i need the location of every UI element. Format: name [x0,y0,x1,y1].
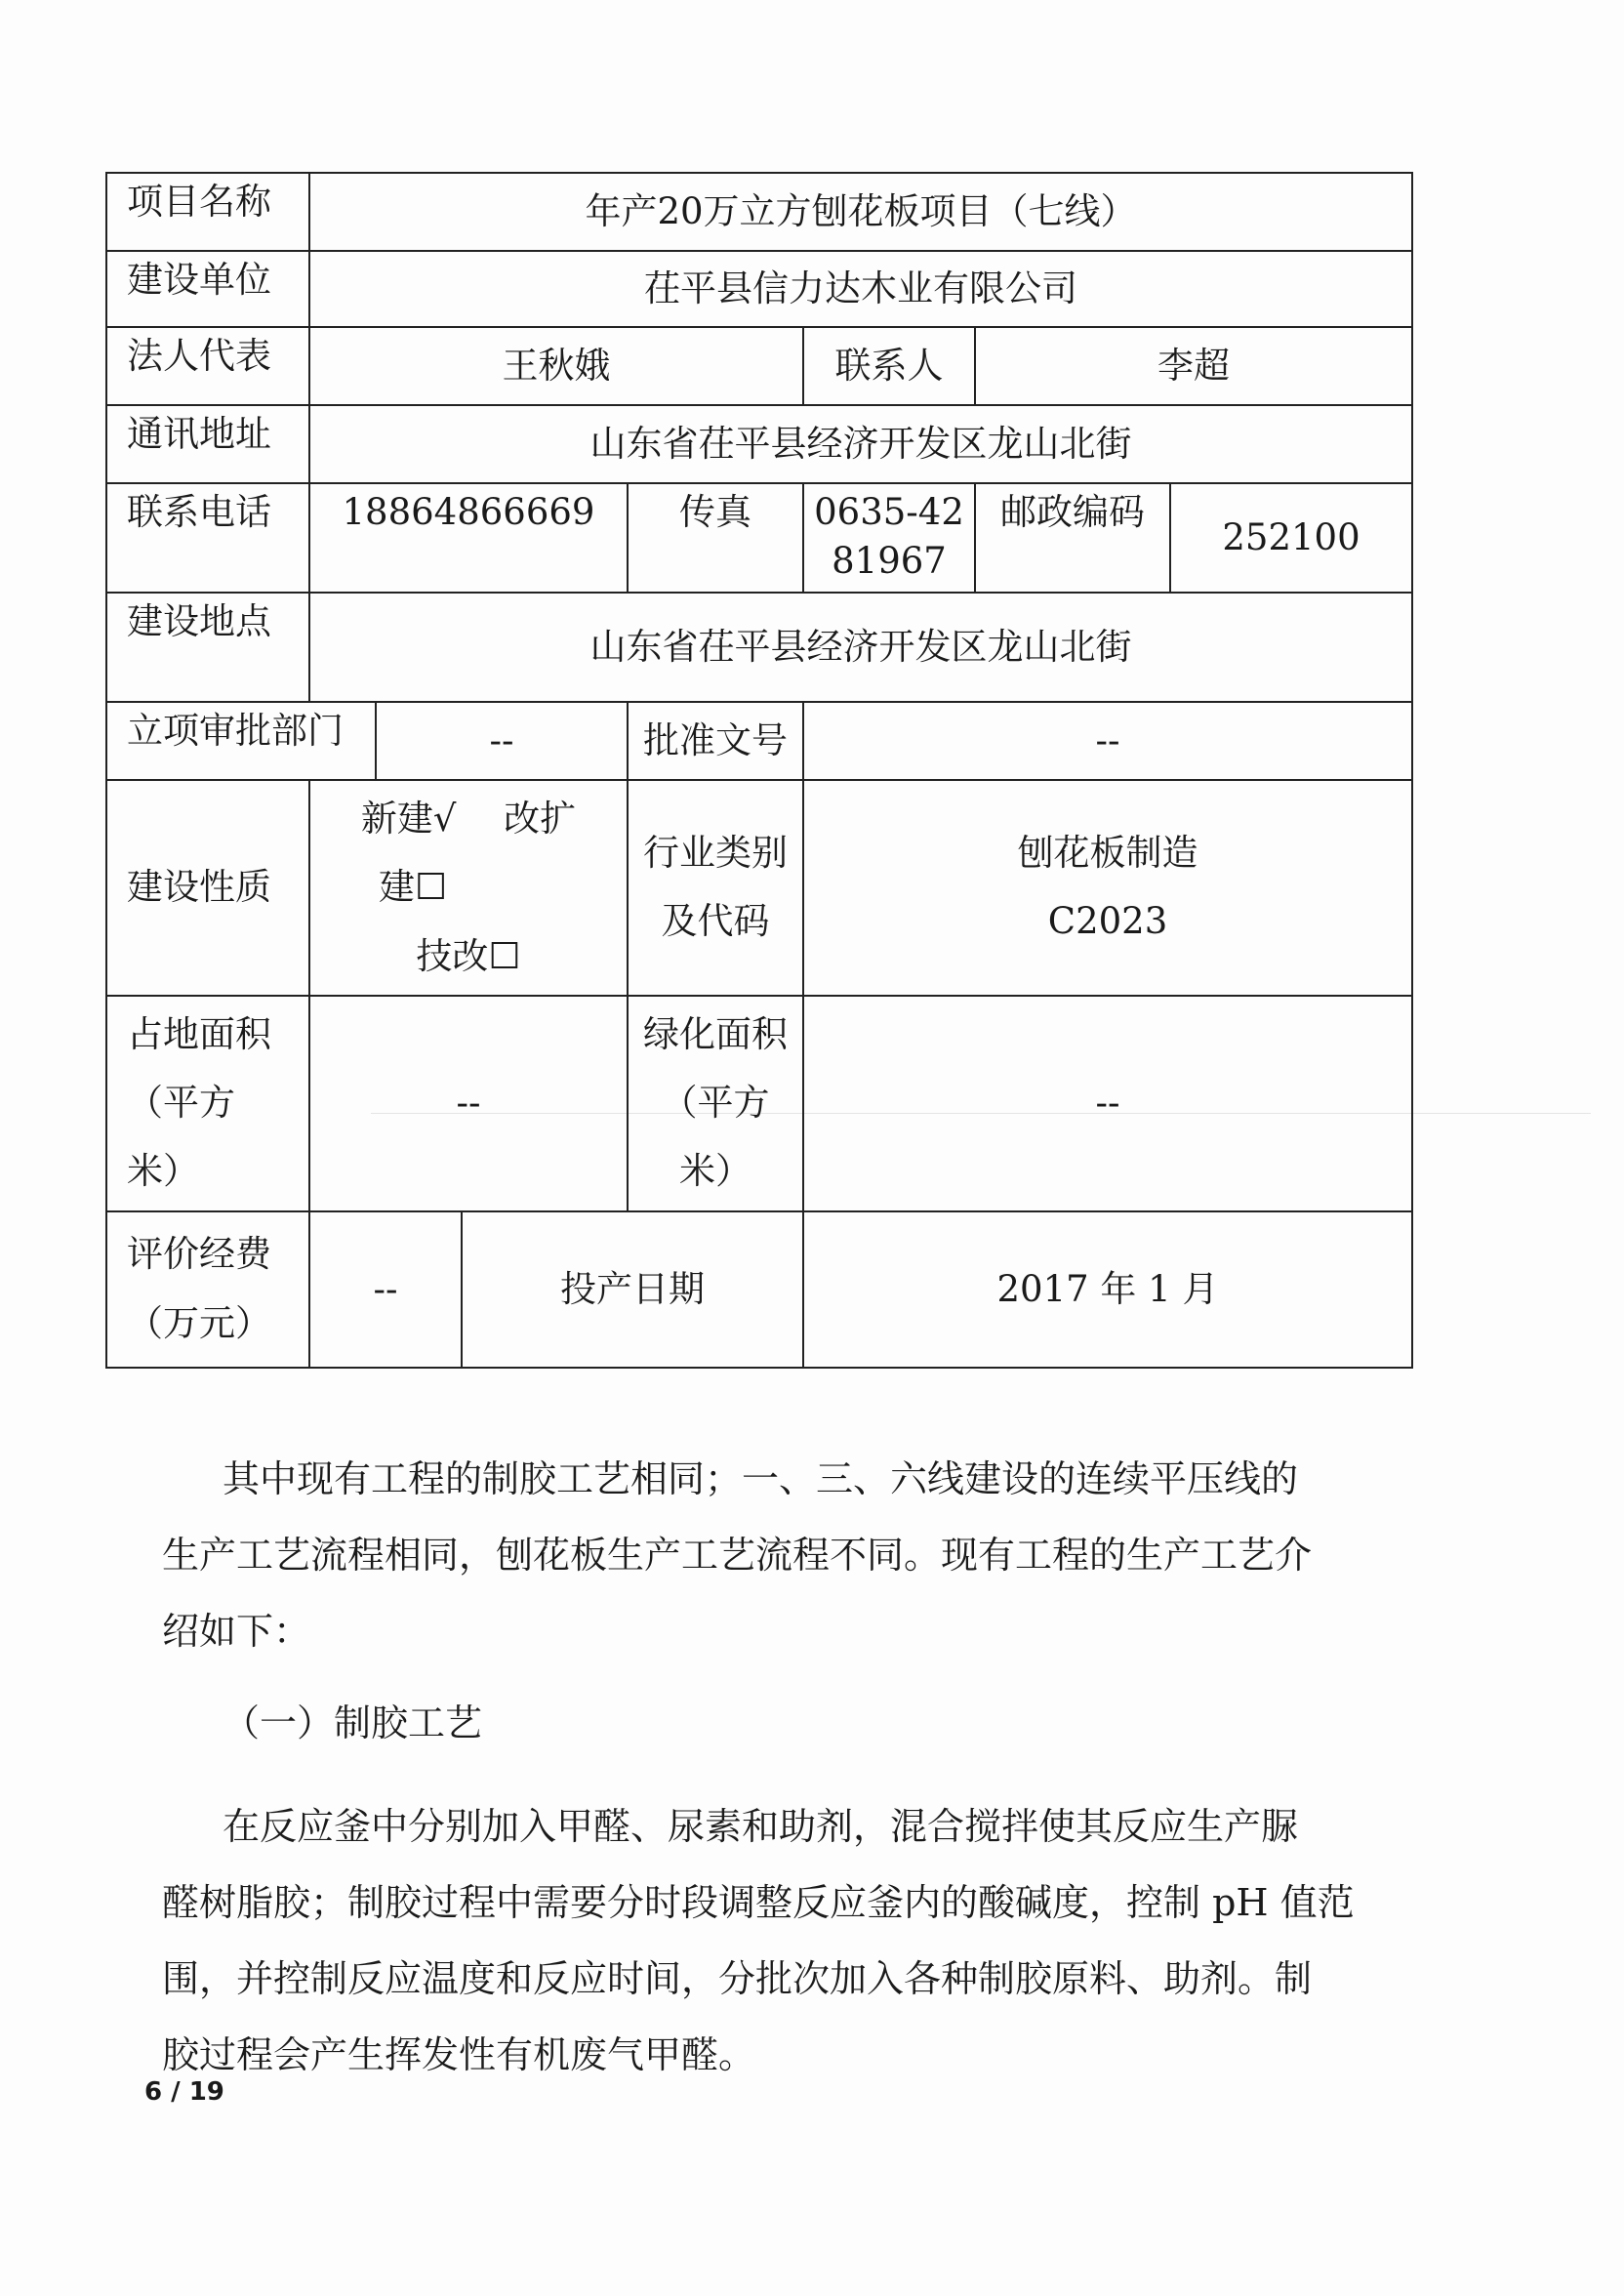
area-value: -- [309,996,628,1211]
section-heading [162,1685,1343,1761]
fax-label: 传真 [628,483,803,593]
phone-value: 18864866669 [309,483,628,593]
p2-line-4: 胶过程会产生挥发性有机废气甲醛。 [162,2033,756,2076]
approval-no-value: -- [803,702,1412,780]
area-label [106,996,309,1211]
address-label: 通讯地址 [106,405,309,483]
green-value: -- [803,996,1412,1211]
row-phone [106,483,1412,593]
p2-line-1: 在反应釜中分别加入甲醛、尿素和助剂，混合搅拌使其反应生产脲 [223,1805,1299,1848]
industry-line-1: 刨花板制造 [1017,832,1198,875]
area-label-line-3: 米） [127,1150,199,1193]
industry-line-2: C2023 [1047,900,1168,943]
postcode-value: 252100 [1170,483,1412,593]
fee-label [106,1211,309,1368]
heading-zhijiao: （一）制胶工艺 [223,1702,483,1744]
site-value: 山东省茌平县经济开发区龙山北街 [309,593,1412,702]
approval-no-label: 批准文号 [628,702,803,780]
area-label-line-2: （平方 [127,1082,235,1125]
industry-label-line-2: 及代码 [661,900,770,943]
green-label-line-1: 绿化面积 [643,1012,788,1055]
body-paragraph-2 [162,1788,1355,2093]
fee-label-line-1: 评价经费 [127,1233,271,1276]
row-area [106,996,1412,1211]
area-label-line-1: 占地面积 [127,1012,271,1055]
row-legal-rep [106,327,1412,405]
body-paragraph-1 [162,1441,1343,1669]
p1-line-2: 生产工艺流程相同，刨花板生产工艺流程不同。现有工程的生产工艺介 [162,1534,1313,1577]
production-date-label: 投产日期 [462,1211,803,1368]
row-site [106,593,1412,702]
builder-label: 建设单位 [106,251,309,327]
nature-line-2: 建☐ [379,866,448,909]
project-name-value: 年产20万立方刨花板项目（七线） [309,173,1412,251]
industry-value [803,780,1412,996]
green-label [628,996,803,1211]
nature-value [309,780,628,996]
row-approval [106,702,1412,780]
page-number: 6 / 19 [144,2077,224,2107]
builder-value: 茌平县信力达木业有限公司 [309,251,1412,327]
fee-label-line-2: （万元） [127,1301,271,1344]
row-nature [106,780,1412,996]
row-fee [106,1211,1412,1368]
site-label: 建设地点 [106,593,309,702]
industry-label [628,780,803,996]
address-value: 山东省茌平县经济开发区龙山北街 [309,405,1412,483]
project-info-table [105,172,1413,1369]
fax-value: 0635-4281967 [803,483,975,593]
p2-line-3: 围，并控制反应温度和反应时间，分批次加入各种制胶原料、助剂。制 [162,1957,1313,2000]
production-date-value: 2017 年 1 月 [803,1211,1412,1368]
row-address [106,405,1412,483]
contact-label: 联系人 [803,327,975,405]
row-project-name [106,173,1412,251]
p1-line-1: 其中现有工程的制胶工艺相同；一、三、六线建设的连续平压线的 [223,1457,1299,1500]
project-name-label: 项目名称 [106,173,309,251]
legal-rep-label: 法人代表 [106,327,309,405]
p2-line-2: 醛树脂胶；制胶过程中需要分时段调整反应釜内的酸碱度，控制 pH 值范 [162,1881,1355,1924]
approval-dept-value: -- [376,702,628,780]
industry-label-line-1: 行业类别 [643,832,788,875]
legal-rep-value: 王秋娥 [309,327,803,405]
approval-dept-label: 立项审批部门 [106,702,376,780]
postcode-label: 邮政编码 [975,483,1170,593]
nature-line-3: 技改☐ [416,934,521,977]
contact-value: 李超 [975,327,1412,405]
fee-value: -- [309,1211,462,1368]
phone-label: 联系电话 [106,483,309,593]
row-builder [106,251,1412,327]
nature-label: 建设性质 [106,780,309,996]
green-label-line-2: （平方米） [661,1082,770,1193]
p1-line-3: 绍如下： [162,1610,311,1653]
nature-line-1: 新建√ 改扩 [360,798,577,840]
